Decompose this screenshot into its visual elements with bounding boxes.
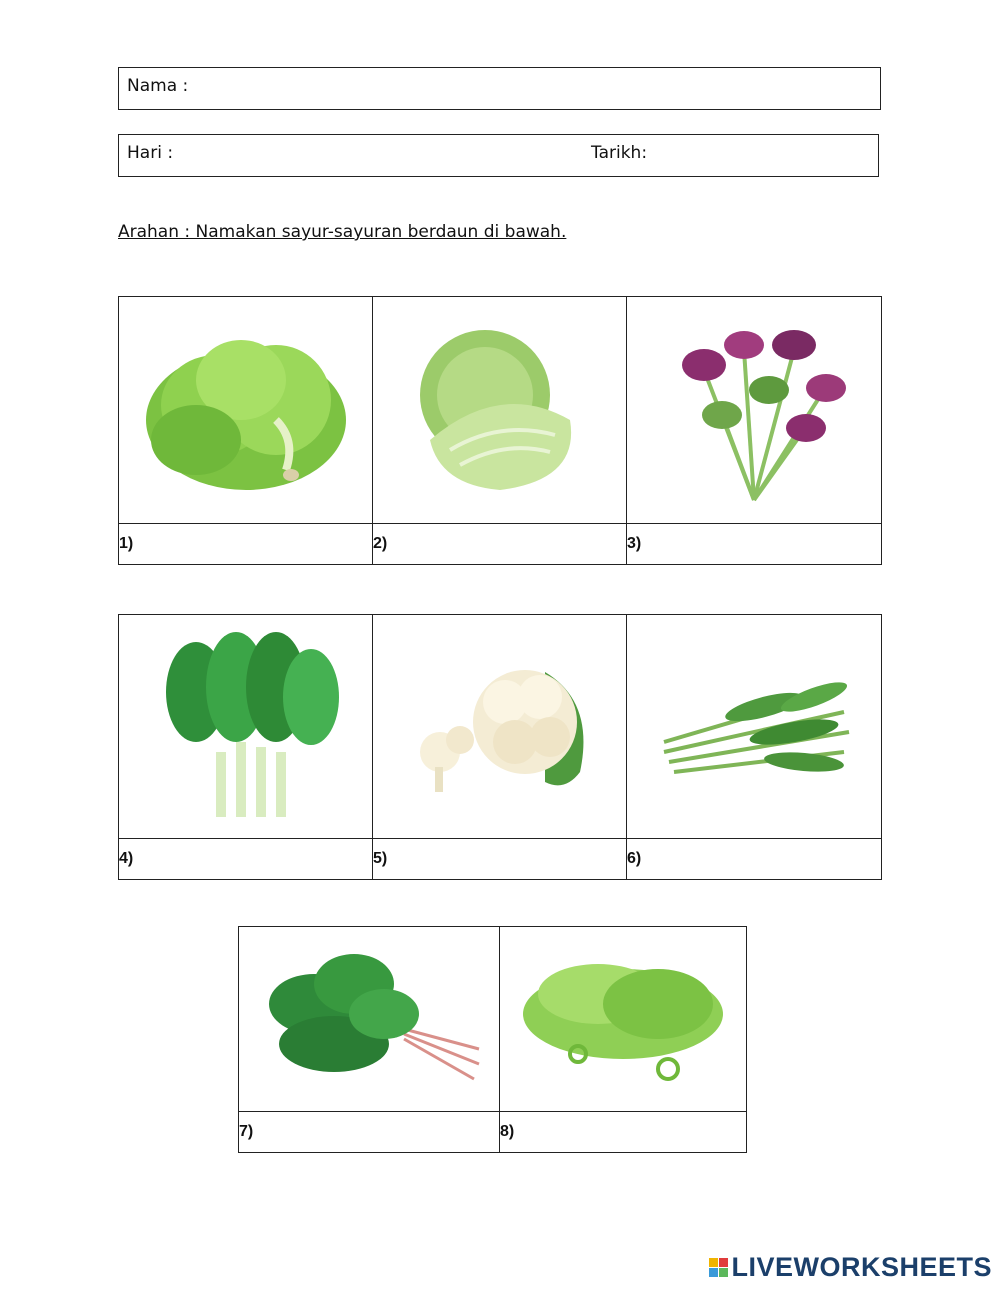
answer-cell[interactable] (500, 1112, 747, 1153)
mustard-greens-icon (146, 632, 346, 822)
answer-cell[interactable] (627, 524, 882, 565)
date-label: Tarikh: (591, 143, 648, 163)
logo-text: LIVEWORKSHEETS (731, 1252, 992, 1282)
vegetable-grid-row-2 (118, 614, 882, 880)
day-label: Hari : (127, 143, 174, 163)
picture-cell (119, 297, 373, 524)
picture-cell (627, 297, 882, 524)
answer-cell[interactable] (119, 524, 373, 565)
cabbage-icon (390, 320, 610, 500)
picture-cell (500, 927, 747, 1112)
name-field[interactable] (118, 67, 881, 110)
answer-cell[interactable] (373, 524, 627, 565)
logo-icon (709, 1258, 728, 1277)
day-date-field[interactable] (118, 134, 879, 177)
answer-cell[interactable] (119, 839, 373, 880)
picture-cell (373, 615, 627, 839)
vegetable-grid-row-1 (118, 296, 882, 565)
picture-cell (239, 927, 500, 1112)
item-number: 6) (627, 850, 642, 867)
fern-shoots-icon (518, 944, 728, 1094)
name-label: Nama : (127, 76, 189, 96)
picture-cell (119, 615, 373, 839)
item-number: 7) (239, 1123, 254, 1140)
picture-cell (373, 297, 627, 524)
item-number: 1) (119, 535, 134, 552)
spinach-icon (254, 944, 484, 1094)
item-number: 5) (373, 850, 388, 867)
vegetable-grid-row-3 (238, 926, 747, 1153)
lettuce-icon (136, 320, 356, 500)
water-spinach-icon (644, 652, 864, 802)
picture-cell (627, 615, 882, 839)
answer-cell[interactable] (373, 839, 627, 880)
answer-cell[interactable] (239, 1112, 500, 1153)
cauliflower-icon (395, 642, 605, 812)
liveworksheets-logo (709, 1252, 992, 1283)
item-number: 2) (373, 535, 388, 552)
instruction-text: Arahan : Namakan sayur-sayuran berdaun di bawah. (118, 222, 567, 242)
item-number: 4) (119, 850, 134, 867)
item-number: 3) (627, 535, 642, 552)
answer-cell[interactable] (627, 839, 882, 880)
red-spinach-icon (654, 310, 854, 510)
item-number: 8) (500, 1123, 515, 1140)
